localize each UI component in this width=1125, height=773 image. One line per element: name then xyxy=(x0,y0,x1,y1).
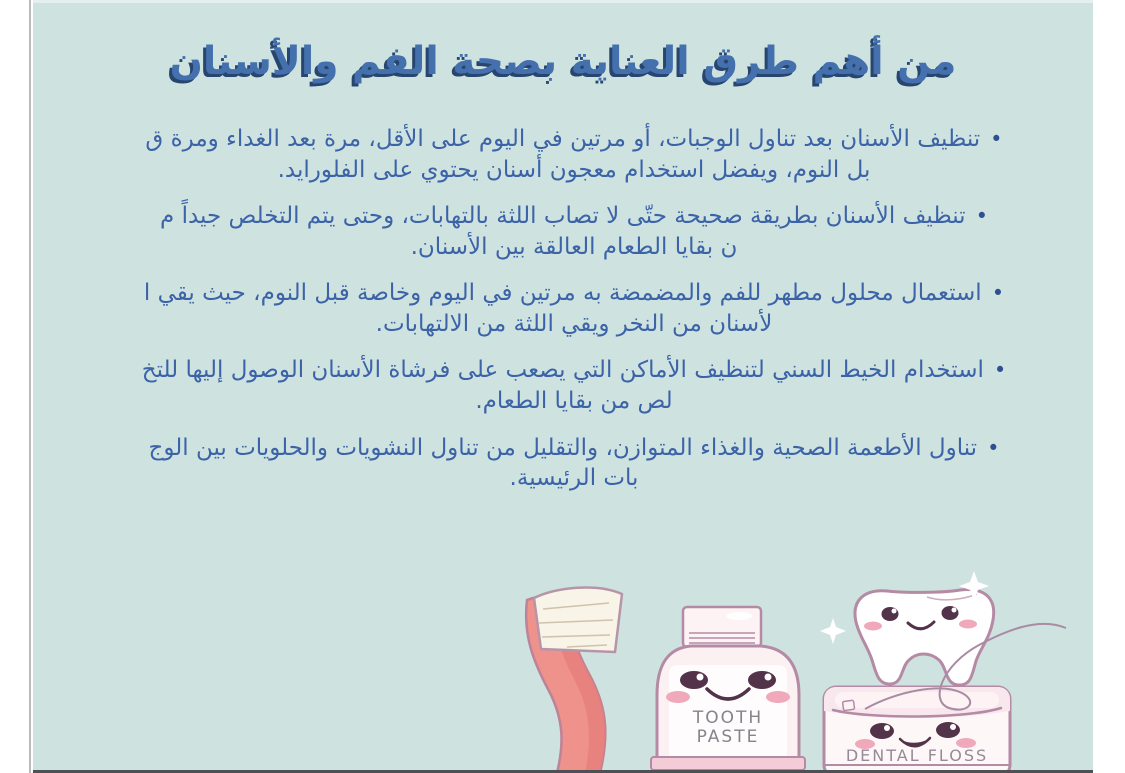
bullet-text: استخدام الخيط السني لتنظيف الأماكن التي يصعب على فرشاة الأسنان الوصول إليها للتخ xyxy=(141,357,984,384)
toothpaste-illustration xyxy=(651,607,805,770)
sparkle-icon xyxy=(820,618,846,644)
dental-illustrations xyxy=(497,570,1067,770)
floss-cutter xyxy=(842,700,854,710)
bullet-marker: • xyxy=(990,127,1003,151)
bullet-marker: • xyxy=(987,435,1000,460)
bullet-text: تنظيف الأسنان بطريقة صحيحة حتّى لا تصاب اللثة بالتهابات، وحتى يتم التخلص جيداً م xyxy=(160,203,966,230)
toothpaste-label-line1: TOOTH xyxy=(692,708,764,728)
bullet-line: ن بقايا الطعام العالقة بين الأسنان. xyxy=(410,233,738,260)
bullet-marker: • xyxy=(991,281,1005,306)
bullet-text: استعمال محلول مطهر للفم والمضمضة به مرتين في اليوم وخاصة قبل النوم، حيث يقي ا xyxy=(143,280,982,307)
bullet-text: تناول الأطعمة الصحية والغذاء المتوازن، والتقليل من تناول النشويات والحلويات بين الوج xyxy=(148,434,978,461)
bullet-line xyxy=(103,124,1045,155)
bullet-line xyxy=(103,355,1045,386)
toothpaste-label-line2: PASTE xyxy=(696,727,760,747)
bullet-line: بل النوم، ويفضل استخدام معجون أسنان يحتوي على الفلورايد. xyxy=(277,156,871,183)
bullet-item xyxy=(103,201,1045,262)
bullet-line xyxy=(103,433,1045,464)
bullet-marker: • xyxy=(993,358,1007,383)
slide-title: من أهم طرق العناية بصحة الفم والأسنان xyxy=(169,39,957,84)
bullet-line: لأسنان من النخر ويقي اللثة من الالتهابات. xyxy=(375,310,773,337)
bullet-line: بات الرئيسية. xyxy=(509,465,639,492)
slide-left-edge xyxy=(29,0,31,773)
tooth-character-illustration xyxy=(820,571,994,685)
bullet-item xyxy=(103,278,1045,339)
bullet-text: تنظيف الأسنان بعد تناول الوجبات، أو مرتين في اليوم على الأقل، مرة بعد الغداء ومرة ق xyxy=(145,126,981,152)
toothpaste-cap xyxy=(683,607,761,647)
bullet-item xyxy=(103,433,1045,494)
bullet-item xyxy=(103,355,1045,416)
toothbrush-illustration xyxy=(526,587,622,770)
bullet-list xyxy=(33,124,1093,494)
bullet-line: لص من بقايا الطعام. xyxy=(475,388,673,415)
bullet-marker: • xyxy=(975,204,988,229)
floss-label: DENTAL FLOSS xyxy=(845,746,989,765)
bullet-line xyxy=(103,201,1045,232)
bullet-item xyxy=(103,124,1045,185)
bullet-line xyxy=(103,278,1045,309)
